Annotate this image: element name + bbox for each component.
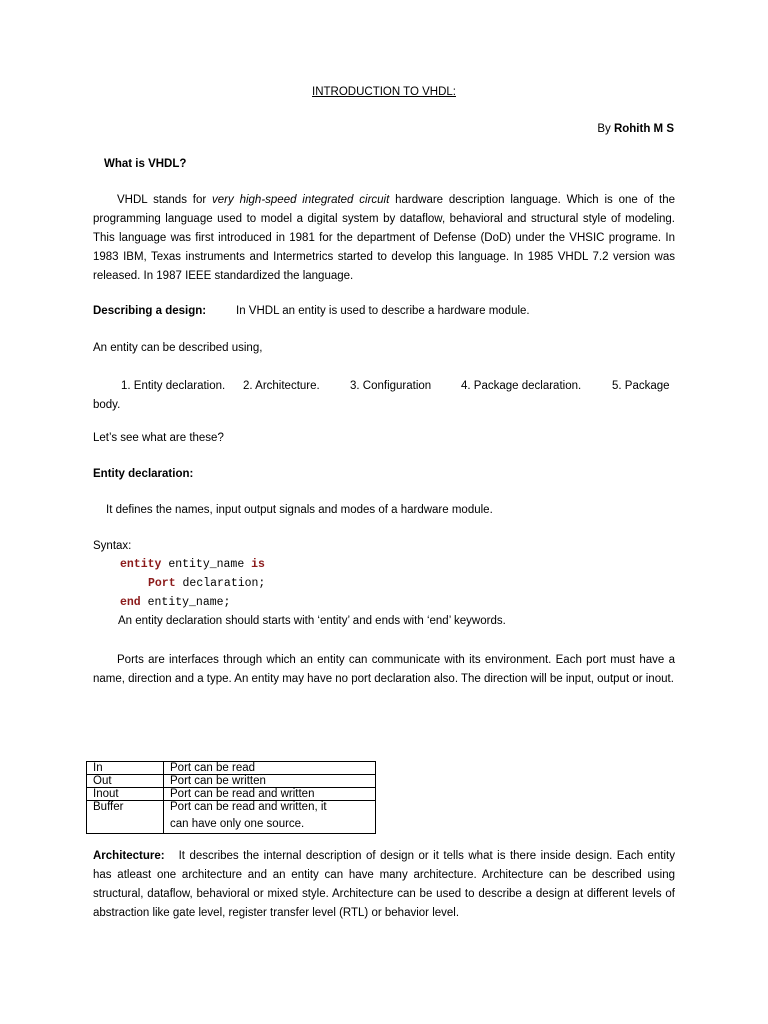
syntax-label: Syntax: (93, 540, 132, 552)
architecture-paragraph (93, 847, 675, 923)
describing-label: Describing a design: (93, 305, 207, 317)
intro-emphasis: very high-speed integrated circuit (212, 194, 390, 206)
ports-text: Ports are interfaces through which an entity can communicate with its environment. Each port must have a name, direction and a type. An entity may have no port declaration also. The direction will be input, output or inout. (93, 654, 675, 685)
port-mode-cell: Buffer (87, 801, 164, 834)
intro-text-start: VHDL stands for (117, 194, 213, 206)
code-line-1 (120, 558, 265, 571)
port-mode-cell: Inout (87, 788, 164, 801)
table-row (87, 762, 376, 775)
entity-described-text: An entity can be described using, (93, 342, 263, 354)
table-row (87, 775, 376, 788)
list-item: 1. Entity declaration. (121, 380, 226, 392)
list-item: 4. Package declaration. (461, 380, 582, 392)
table-row (87, 801, 376, 834)
code-text: declaration; (175, 577, 266, 590)
port-desc-cell: Port can be written (164, 775, 376, 788)
describing-text: In VHDL an entity is used to describe a hardware module. (236, 305, 530, 317)
list-item: 5. Package (612, 380, 670, 392)
code-keyword: end (120, 596, 141, 609)
code-line-2 (148, 577, 265, 590)
entity-start-end-text: An entity declaration should starts with ‘entity’ and ends with ‘end’ keywords. (118, 615, 506, 627)
code-line-3 (120, 596, 230, 609)
document-title: INTRODUCTION TO VHDL: (312, 86, 456, 98)
table-row (87, 788, 376, 801)
port-modes-table (86, 761, 376, 834)
port-desc-line: can have only one source. (170, 818, 305, 830)
port-desc-cell (164, 801, 376, 834)
entity-declaration-text: It defines the names, input output signals and modes of a hardware module. (106, 504, 493, 516)
what-is-heading: What is VHDL? (104, 158, 187, 170)
author-line (597, 123, 674, 135)
intro-paragraph (93, 191, 675, 286)
list-item: 2. Architecture. (243, 380, 320, 392)
lets-see-text: Let’s see what are these? (93, 432, 224, 444)
architecture-text: It describes the internal description of design or it tells what is there inside design. Each entity has atleast one architecture and an entity can have many architecture. Architecture can be described using structural, dataflow, behavioral or mixed style. Architecture can be used to describe a design at different levels of abstraction like gate level, register transfer level (RTL) or behavior level. (93, 850, 675, 919)
list-wrap-text: body. (93, 399, 121, 411)
port-desc-cell: Port can be read and written (164, 788, 376, 801)
port-mode-cell: In (87, 762, 164, 775)
port-mode-cell: Out (87, 775, 164, 788)
code-keyword: entity (120, 558, 162, 571)
code-keyword: Port (148, 577, 176, 590)
author-prefix: By (597, 123, 611, 135)
entity-declaration-heading: Entity declaration: (93, 468, 194, 480)
code-keyword: is (251, 558, 265, 571)
intro-text-rest: hardware description language. Which is one of the programming language used to model a digital system by dataflow, behavioral and structural style of modeling. This language was first introduced in 1981 for the department of Defense (DoD) under the VHSIC programe. In 1983 IBM, Texas instruments and Intermetrics started to develop this language. In 1985 VHDL 7.2 version was released. In 1987 IEEE standardized the language. (93, 194, 675, 282)
ports-paragraph (93, 651, 675, 689)
author-name: Rohith M S (613, 123, 674, 135)
port-desc-cell: Port can be read (164, 762, 376, 775)
code-text: entity_name (161, 558, 252, 571)
port-desc-line: Port can be read and written, it (170, 801, 327, 813)
architecture-label: Architecture: (93, 850, 165, 862)
list-item: 3. Configuration (350, 380, 432, 392)
code-text: entity_name; (140, 596, 231, 609)
